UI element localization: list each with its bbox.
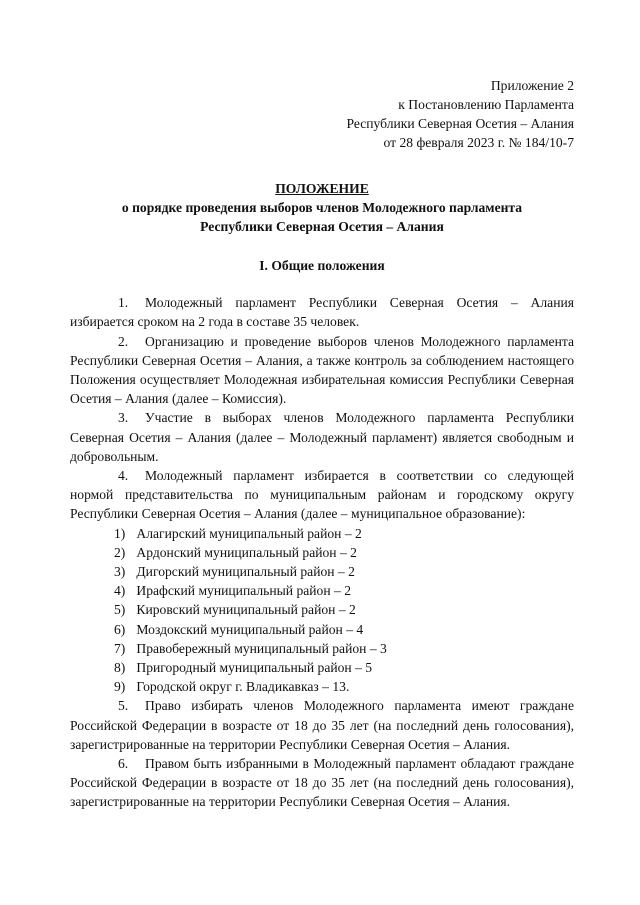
list-item-text: Пригородный муниципальный район – 5 xyxy=(136,660,373,676)
list-item-number: 3) xyxy=(114,564,126,580)
paragraph-text: Молодежный парламент Республики Северная Осетия – Алания избирается сроком на 2 года в составе 35 человек. xyxy=(70,295,574,330)
list-item xyxy=(70,581,574,600)
paragraph xyxy=(70,754,574,812)
list-item-text: Кировский муниципальный район – 2 xyxy=(136,602,356,618)
appendix-line: от 28 февраля 2023 г. № 184/10-7 xyxy=(383,135,574,150)
section-title: I. Общие положения xyxy=(259,258,385,273)
list-item xyxy=(70,639,574,658)
list-item-number: 9) xyxy=(114,679,126,695)
paragraph-text: Правом быть избранными в Молодежный парламент обладают граждане Российской Федерации в возрасте от 18 до 35 лет (на последний день голосования), зарегистрированные на территории Республики Северная Осетия – Алания. xyxy=(70,756,574,810)
paragraph-text: Молодежный парламент избирается в соответствии со следующей нормой представительства по муниципальным районам и городскому округу Республики Северная Осетия – Алания (далее – муниципальное образование): xyxy=(70,468,574,522)
list-item-number: 8) xyxy=(114,660,126,676)
list-item-number: 1) xyxy=(114,525,126,541)
paragraph-number: 3. xyxy=(118,410,129,426)
list-item xyxy=(70,677,574,696)
paragraph-number: 2. xyxy=(118,333,129,349)
paragraph xyxy=(70,332,574,409)
list-item xyxy=(70,620,574,639)
paragraph-number: 6. xyxy=(118,756,129,772)
list-item-text: Ирафский муниципальный район – 2 xyxy=(136,583,352,599)
list-item xyxy=(70,600,574,619)
list-item-number: 6) xyxy=(114,621,126,637)
paragraph-number: 1. xyxy=(118,295,129,311)
list-item-text: Ардонский муниципальный район – 2 xyxy=(136,544,357,560)
list-item-number: 7) xyxy=(114,640,126,656)
list-item-number: 2) xyxy=(114,544,126,560)
paragraph-text: Организацию и проведение выборов членов Молодежного парламента Республики Северная Осетия – Алания, а также контроль за соблюдением настоящего Положения осуществляет Молодежная избирательная комиссия Республики Северная Осетия – Алания (далее – Комиссия). xyxy=(70,333,574,407)
list-item-number: 5) xyxy=(114,602,126,618)
appendix-line: к Постановлению Парламента xyxy=(398,97,574,112)
paragraph xyxy=(70,466,574,524)
district-list xyxy=(70,524,574,697)
list-item-text: Моздокский муниципальный район – 4 xyxy=(136,621,364,637)
list-item xyxy=(70,524,574,543)
title-subtitle: о порядке проведения выборов членов Молодежного парламента xyxy=(121,200,523,215)
appendix-block xyxy=(70,76,574,152)
list-item-text: Городской округ г. Владикавказ – 13. xyxy=(136,679,350,695)
list-item xyxy=(70,658,574,677)
appendix-line: Республики Северная Осетия – Алания xyxy=(346,116,574,131)
list-item-text: Правобережный муниципальный район – 3 xyxy=(136,640,387,656)
title-main: ПОЛОЖЕНИЕ xyxy=(275,181,369,196)
list-item xyxy=(70,562,574,581)
list-item-text: Дигорский муниципальный район – 2 xyxy=(136,564,355,580)
paragraph-text: Право избирать членов Молодежного парламента имеют граждане Российской Федерации в возрасте от 18 до 35 лет (на последний день голосования), зарегистрированные на территории Республики Северная Осетия – Алания. xyxy=(70,698,574,752)
title-subtitle: Республики Северная Осетия – Алания xyxy=(200,219,444,234)
list-item xyxy=(70,543,574,562)
paragraph xyxy=(70,696,574,754)
paragraph-number: 5. xyxy=(118,698,129,714)
document-title xyxy=(70,179,574,236)
paragraph xyxy=(70,293,574,331)
paragraph-number: 4. xyxy=(118,468,129,484)
paragraph-text: Участие в выборах членов Молодежного парламента Республики Северная Осетия – Алания (далее – Молодежный парламент) является свободным и добровольным. xyxy=(70,410,574,464)
list-item-text: Алагирский муниципальный район – 2 xyxy=(136,525,362,541)
list-item-number: 4) xyxy=(114,583,126,599)
paragraph xyxy=(70,408,574,466)
appendix-line: Приложение 2 xyxy=(490,78,574,93)
